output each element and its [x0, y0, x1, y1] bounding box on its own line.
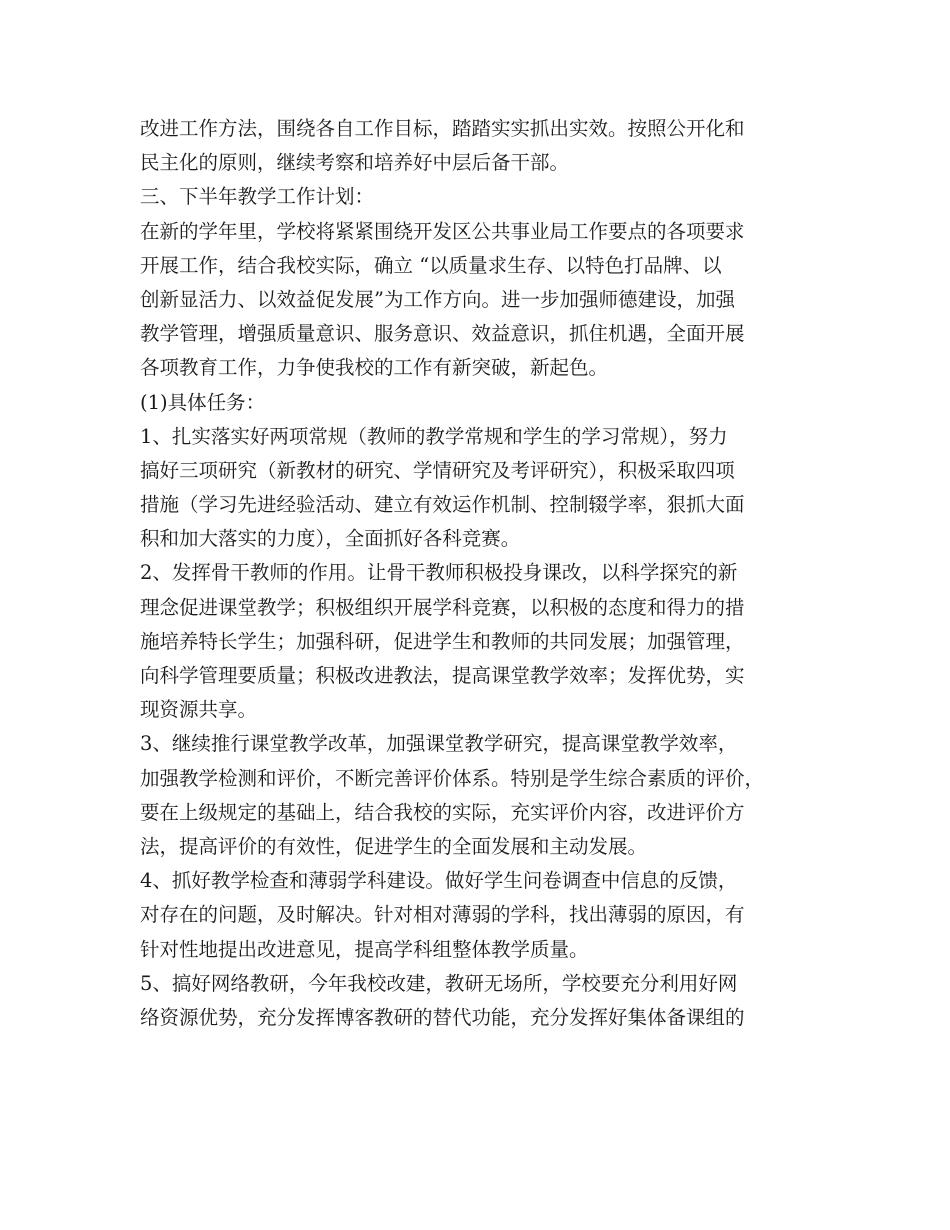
text-line: 对存在的问题，及时解决。针对相对薄弱的学科，找出薄弱的原因，有	[140, 903, 745, 927]
text-line: 在新的学年里，学校将紧紧围绕开发区公共事业局工作要点的各项要求	[140, 219, 745, 243]
text-line: 1、扎实落实好两项常规（教师的教学常规和学生的学习常规），努力	[140, 424, 728, 448]
text-line: 积和加大落实的力度），全面抓好各科竞赛。	[140, 527, 521, 551]
text-line: 创新显活力、以效益促发展”为工作方向。进一步加强师德建设，加强	[140, 287, 735, 311]
text-line: 要在上级规定的基础上，结合我校的实际，充实评价内容，改进评价方	[140, 800, 745, 824]
text-line: 措施（学习先进经验活动、建立有效运作机制、控制辍学率，狠抓大面	[140, 493, 745, 517]
text-line: 民主化的原则，继续考察和培养好中层后备干部。	[140, 151, 570, 175]
text-line: 2、发挥骨干教师的作用。让骨干教师积极投身课改，以科学探究的新	[140, 561, 738, 585]
subsection-heading: (1)具体任务：	[140, 390, 266, 414]
text-line: 法，提高评价的有效性，促进学生的全面发展和主动发展。	[140, 834, 648, 858]
text-line: 向科学管理要质量；积极改进教法，提高课堂教学效率；发挥优势，实	[140, 664, 745, 687]
text-line: 加强教学检测和评价，不断完善评价体系。特别是学生综合素质的评价，	[140, 766, 765, 790]
text-line: 搞好三项研究（新教材的研究、学情研究及考评研究），积极采取四项	[140, 458, 735, 482]
text-line: 络资源优势，充分发挥博客教研的替代功能，充分发挥好集体备课组的	[140, 1005, 745, 1029]
text-line: 针对性地提出改进意见，提高学科组整体教学质量。	[140, 937, 589, 961]
text-line: 开展工作，结合我校实际，确立 “以质量求生存、以特色打品牌、以	[140, 253, 722, 277]
text-line: 理念促进课堂教学；积极组织开展学科竞赛，以积极的态度和得力的措	[140, 595, 745, 619]
section-heading: 三、下半年教学工作计划：	[140, 185, 375, 209]
document-body	[140, 112, 830, 1035]
text-line: 5、搞好网络教研，今年我校改建，教研无场所，学校要充分利用好网	[140, 971, 738, 995]
text-line: 各项教育工作，力争使我校的工作有新突破，新起色。	[140, 356, 609, 380]
text-line: 3、继续推行课堂教学改革，加强课堂教学研究，提高课堂教学效率，	[140, 732, 738, 756]
text-line: 现资源共享。	[140, 698, 258, 722]
text-line: 改进工作方法，围绕各自工作目标，踏踏实实抓出实效。按照公开化和	[140, 117, 745, 140]
text-line: 教学管理，增强质量意识、服务意识、效益意识，抓住机遇，全面开展	[140, 322, 745, 346]
text-line: 施培养特长学生；加强科研，促进学生和教师的共同发展；加强管理，	[140, 629, 745, 653]
text-line: 4、抓好教学检查和薄弱学科建设。做好学生问卷调查中信息的反馈，	[140, 869, 738, 893]
